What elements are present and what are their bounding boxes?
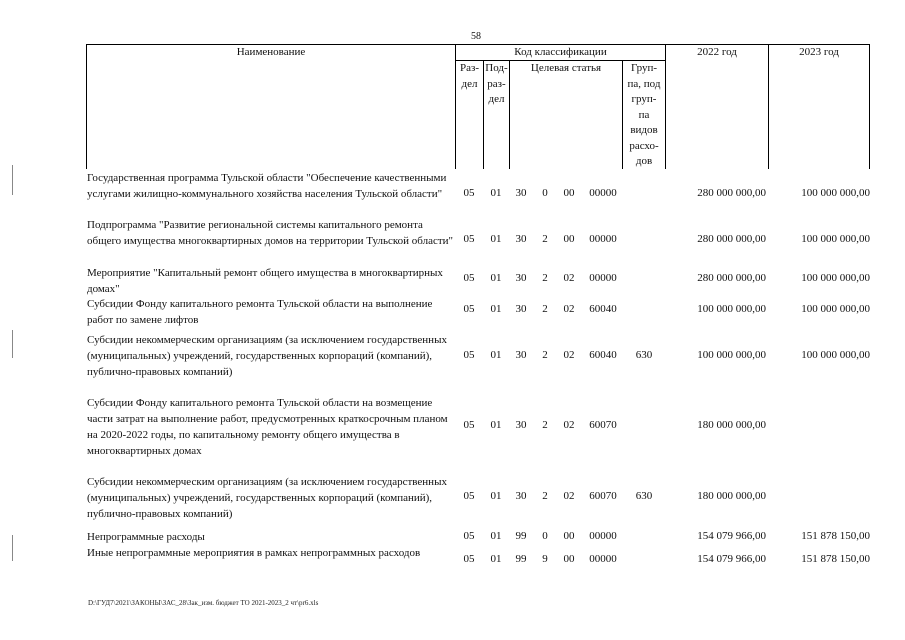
row-target-program: 30: [515, 349, 527, 361]
row-target-subprogram: 2: [542, 272, 548, 284]
header-razdel-line: дел: [461, 77, 478, 90]
row-target-program: 30: [515, 490, 527, 502]
row-target-program: 30: [515, 272, 527, 284]
row-target-event: 00: [563, 530, 575, 542]
header-group-line: дов: [635, 155, 653, 167]
header-target: Целевая статья: [530, 62, 602, 74]
row-name: Субсидии Фонду капитального ремонта Тульской области на возмещение части затрат на выполнение работ, предусмотренных краткосрочным планом на 2020-2022 годы, по капитальному ремонту общего имущества в многоквартирных домах: [87, 397, 448, 457]
row-podrazdel: 01: [490, 419, 502, 431]
header-name: Наименование: [236, 46, 306, 58]
header-divider-group: [665, 44, 666, 169]
header-group-line: Груп-: [630, 62, 658, 74]
row-podrazdel: 01: [490, 490, 502, 502]
row-2023: 100 000 000,00: [801, 187, 870, 199]
row-target-direction: 60040: [589, 303, 617, 315]
row-name: Субсидии некоммерческим организациям (за исключением государственных (муниципальных) учреждений, государственных корпораций (компаний), публично-правовых компаний): [87, 334, 447, 378]
row-2022: 180 000 000,00: [697, 490, 766, 502]
row-target-program: 30: [515, 303, 527, 315]
row-razdel: 05: [463, 553, 475, 565]
row-razdel: 05: [463, 272, 475, 284]
row-target-event: 02: [563, 349, 575, 361]
page-number: 58: [471, 31, 481, 42]
header-classification: Код классификации: [514, 46, 607, 58]
table-right-border: [869, 44, 870, 169]
row-name: Непрограммные расходы: [87, 531, 205, 543]
row-2023: 100 000 000,00: [801, 272, 870, 284]
row-podrazdel: 01: [490, 349, 502, 361]
row-name: Мероприятие "Капитальный ремонт общего имущества в многоквартирных домах": [87, 267, 443, 295]
scan-artifact: [12, 330, 13, 358]
row-target-subprogram: 2: [542, 303, 548, 315]
row-target-direction: 60070: [589, 490, 617, 502]
row-razdel: 05: [463, 349, 475, 361]
row-target-program: 30: [515, 187, 527, 199]
header-group-line: расхо-: [629, 139, 659, 152]
row-razdel: 05: [463, 187, 475, 199]
row-2022: 100 000 000,00: [697, 349, 766, 361]
header-podrazdel-line: раз-: [487, 77, 506, 90]
row-podrazdel: 01: [490, 233, 502, 245]
row-target-direction: 00000: [589, 530, 617, 542]
file-path-footer: D:\ГУД7\2021\ЗАКОНЫ\ЗАС_28\Зак_изм. бюджет ТО 2021-2023_2 чт\pr6.xls: [88, 599, 319, 607]
row-target-direction: 60070: [589, 419, 617, 431]
row-target-event: 02: [563, 490, 575, 502]
row-target-subprogram: 0: [542, 530, 548, 542]
row-razdel: 05: [463, 419, 475, 431]
row-target-program: 99: [515, 553, 527, 565]
row-2023: 151 878 150,00: [801, 530, 870, 542]
row-podrazdel: 01: [490, 303, 502, 315]
row-target-event: 00: [563, 187, 575, 199]
row-target-direction: 00000: [589, 187, 617, 199]
row-target-program: 30: [515, 419, 527, 431]
row-2022: 180 000 000,00: [697, 419, 766, 431]
row-target-subprogram: 2: [542, 233, 548, 245]
row-target-subprogram: 9: [542, 553, 548, 565]
row-podrazdel: 01: [490, 530, 502, 542]
row-razdel: 05: [463, 303, 475, 315]
row-name: Субсидии некоммерческим организациям (за исключением государственных (муниципальных) учреждений, государственных корпораций (компаний), публично-правовых компаний): [87, 476, 447, 520]
row-target-direction: 00000: [589, 233, 617, 245]
scan-artifact: [12, 535, 13, 561]
row-target-event: 02: [563, 303, 575, 315]
row-2023: 100 000 000,00: [801, 303, 870, 315]
row-name: Государственная программа Тульской области "Обеспечение качественными услугами жилищно-коммунального хозяйства населения Тульской области": [87, 172, 447, 200]
row-podrazdel: 01: [490, 187, 502, 199]
row-target-program: 99: [515, 530, 527, 542]
row-2022: 280 000 000,00: [697, 233, 766, 245]
header-group-line: па: [638, 108, 650, 121]
row-razdel: 05: [463, 530, 475, 542]
row-2022: 280 000 000,00: [697, 272, 766, 284]
row-2022: 100 000 000,00: [697, 303, 766, 315]
row-name: Подпрограмма "Развитие региональной системы капитального ремонта общего имущества многоквартирных домов на территории Тульской области": [87, 219, 454, 247]
header-podrazdel-line: дел: [488, 93, 505, 105]
row-target-subprogram: 2: [542, 490, 548, 502]
row-razdel: 05: [463, 233, 475, 245]
row-2023: 100 000 000,00: [801, 349, 870, 361]
row-target-subprogram: 2: [542, 419, 548, 431]
header-podrazdel-line: Под-: [485, 62, 508, 74]
row-target-program: 30: [515, 233, 527, 245]
row-group: 630: [635, 349, 653, 361]
row-2023: 100 000 000,00: [801, 233, 870, 245]
row-target-direction: 00000: [589, 553, 617, 565]
table-left-border: [86, 44, 87, 169]
row-target-subprogram: 2: [542, 349, 548, 361]
row-target-event: 00: [563, 233, 575, 245]
row-target-event: 00: [563, 553, 575, 565]
row-podrazdel: 01: [490, 272, 502, 284]
header-group-line: груп-: [631, 93, 657, 105]
row-name: Иные непрограммные мероприятия в рамках непрограммных расходов: [87, 547, 421, 559]
row-group: 630: [635, 490, 653, 502]
row-podrazdel: 01: [490, 553, 502, 565]
row-target-event: 02: [563, 272, 575, 284]
row-2023: 151 878 150,00: [801, 553, 870, 565]
row-name: Субсидии Фонду капитального ремонта Тульской области на выполнение работ по замене лифтов: [87, 298, 433, 326]
row-target-subprogram: 0: [542, 187, 548, 199]
row-razdel: 05: [463, 490, 475, 502]
header-group-line: видов: [630, 124, 658, 136]
header-razdel-line: Раз-: [459, 62, 479, 74]
header-group-line: па, под: [627, 77, 661, 90]
header-2022: 2022 год: [697, 46, 737, 58]
scan-artifact: [12, 165, 13, 195]
row-target-event: 02: [563, 419, 575, 431]
row-2022: 154 079 966,00: [697, 553, 766, 565]
header-divider-2022: [768, 44, 769, 169]
row-target-direction: 60040: [589, 349, 617, 361]
row-2022: 154 079 966,00: [697, 530, 766, 542]
row-2022: 280 000 000,00: [697, 187, 766, 199]
row-target-direction: 00000: [589, 272, 617, 284]
header-2023: 2023 год: [799, 46, 839, 58]
